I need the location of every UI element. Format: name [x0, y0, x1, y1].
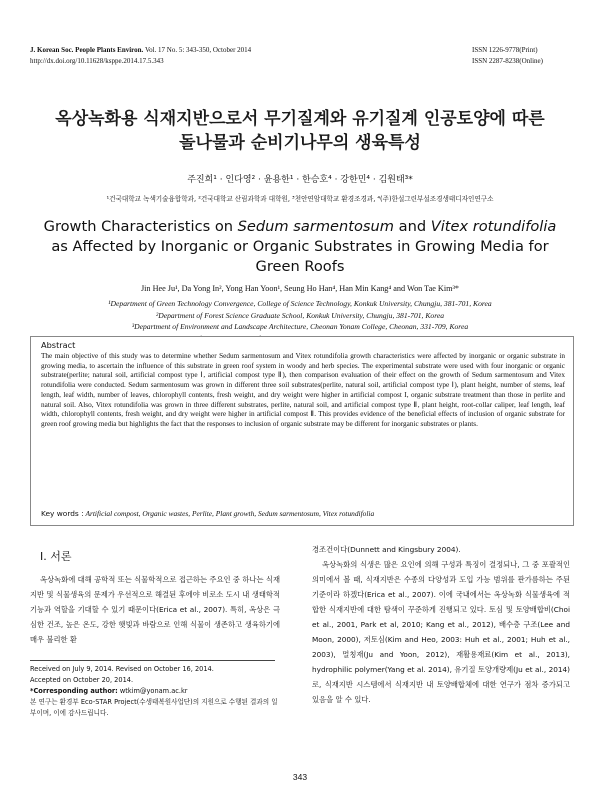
section-heading-introduction: Ⅰ. 서론 [40, 550, 72, 563]
funding-note: 본 연구는 환경부 Eco-STAR Project(수생태복원사업단)의 지원으로 수행된 결과의 일부이며, 이에 감사드립니다. [30, 698, 278, 717]
accepted-date: Accepted on October 20, 2014. [30, 676, 134, 684]
keywords-values: Artificial compost, Organic wastes, Perlite, Plant growth, Sedum sarmentosum, Vitex rotundifolia [85, 509, 375, 518]
affiliation-1: ¹Department of Green Technology Convergence, College of Science Technology, Konkuk University, Chungju, 381-701, Korea [108, 299, 492, 308]
english-title-line2: as Affected by Inorganic or Organic Substrates in Growing Media for [51, 238, 549, 255]
right-column [312, 542, 570, 707]
english-title [20, 217, 580, 277]
keywords [41, 509, 565, 518]
intro-paragraph-1: 옥상녹화에 대해 공학적 또는 식물학적으로 접근하는 주요인 중 하나는 식재지반 및 식물생육의 문제가 우선적으로 해결된 후에야 비로소 도시 내 생태학적 기능과 역할을 기대할 수 있기 때문이다(Erica et al., 2007). 특히, 옥상은 극심한 건조, 높은 온도, 강한 햇빛과 바람으로 인해 식물이 생존하고 생육하기에 매우 불리한 환 [30, 575, 280, 644]
affiliation-2: ²Department of Forest Science Graduate School, Konkuk University, Chungju, 381-701, Korea [155, 310, 445, 320]
korean-authors: 주진희¹ · 인다영² · 윤용한¹ · 한승호⁴ · 강한민⁴ · 김원태³* [187, 175, 413, 185]
issn-online: ISSN 2287-8238(Online) [472, 57, 543, 65]
abstract-box [30, 336, 574, 526]
keywords-label: Key words : [41, 509, 84, 518]
journal-volume: Vol. 17 No. 5: 343-350, October 2014 [144, 46, 252, 54]
journal-citation [30, 46, 251, 55]
english-authors: Jin Hee Ju¹, Da Yong In², Yong Han Yoon¹, Seung Ho Han⁴, Han Min Kang⁴ and Won Tae Kim³* [140, 284, 460, 293]
abstract-heading: Abstract [41, 340, 76, 350]
left-column [30, 572, 280, 647]
footnote-divider [30, 660, 275, 661]
korean-title-line2: 돌나물과 순비기나무의 생육특성 [179, 133, 421, 153]
corresponding-author: *Corresponding author: wtkim@yonam.ac.kr [30, 687, 188, 695]
species-vitex: Vitex rotundifolia [430, 218, 557, 235]
received-dates: Received on July 9, 2014. Revised on October 16, 2014. [30, 665, 214, 673]
english-title-line3: Green Roofs [255, 258, 345, 275]
affiliation-3: ³Department of Environment and Landscape Architecture, Cheonan Yonam College, Cheonan, 331-709, Korea [131, 322, 469, 331]
footnote [30, 664, 280, 719]
korean-affiliations: ¹건국대학교 녹색기술융합학과, ²건국대학교 산림과학과 대학원, ³천안연암대학교 환경조경과, ⁴(주)한설그린부설조경생태디자인연구소 [106, 195, 494, 203]
intro-paragraph-2: 옥상녹화의 식생은 많은 요인에 의해 구성과 특징이 결정되나, 그 중 포괄적인 의미에서 볼 때, 식재지반은 수종의 다양성과 도입 가능 범위를 판가름하는 주된 기준이라 하겠다(Erica et al., 2007). 이에 국내에서는 옥상녹화 식물생육에 적합한 식재지반에 대한 탐색이 꾸준하게 진행되고 있다. 토심 및 토양배합비(Choi et al., 2001, Park et al, 2010; Kang et al., 2012), 배수층 구조(Lee and Moon, 2000), 저토심(Kim and Heo, 2003: Huh et al., 2001; Huh et al., 2003), 멀칭재(Ju and Yoon, 2012), 재활용재료(Kim et al., 2013), hydrophilic polymer(Yang et al. 2014), 유기질 토양개량제(Ju et al., 2014)로, 식재지반 시스템에서 식재지반 내 토양배합체에 대한 연구가 점차 증가되고 있음을 알 수 있다. [312, 560, 570, 704]
doi-link[interactable]: http://dx.doi.org/10.11628/ksppe.2014.17.5.343 [30, 57, 164, 65]
intro-paragraph-continued: 경조건이다(Dunnett and Kingsbury 2004). [312, 545, 461, 554]
page-number: 343 [292, 772, 308, 782]
species-sedum: Sedum sarmentosum [237, 218, 394, 235]
english-title-line1: Growth Characteristics on Sedum sarmentosum and Vitex rotundifolia [43, 218, 557, 235]
issn-print: ISSN 1226-9778(Print) [472, 46, 538, 54]
author-email[interactable]: wtkim@yonam.ac.kr [119, 687, 188, 695]
korean-title-line1: 옥상녹화용 식재지반으로서 무기질계와 유기질계 인공토양에 따른 [55, 109, 545, 129]
abstract-text: The main objective of this study was to determine whether Sedum sarmentosum and Vitex rotundifolia growth characteristics were affected by inorganic or organic substrate in growing media, to ascertain the influence of this substrate in green roof system in woody and herb species. The experimental substrate were used with four inorganic or organic substrate(perlite; natural soil, artificial compost type Ⅰ, artificial compost type Ⅱ), then comparison evaluation of their effect on the growth of Sedum sarmentosum and Vitex rotundifolia were conducted. Sedum sarmentosum was grown in different three soil substrates(perlite, natural soil, artificial compost type Ⅰ), plant height, number of stems, leaf length, leaf width, number of leaves, chlorophyll contents, fresh weight, and dry weight were higher in artificial compost I, organic substrate treatment than those in perlite and natural soil. Also, Vitex rotundifolia was grown in three different substrates, perlite, natural soil, and artificial compost type Ⅱ, plant height, root-collar caliper, leaf length, leaf width, chlorophyll contents, fresh weight, and dry weight were higher in artificial compost Ⅱ. This provides evidence of the beneficial effects of inclusion of organic substrate for green roof growing media but highlights the fact that the responses to inclusion of organic substrate may be different for inorganic substrates or plants. [41, 352, 565, 428]
journal-name: J. Korean Soc. People Plants Environ. [30, 46, 144, 54]
